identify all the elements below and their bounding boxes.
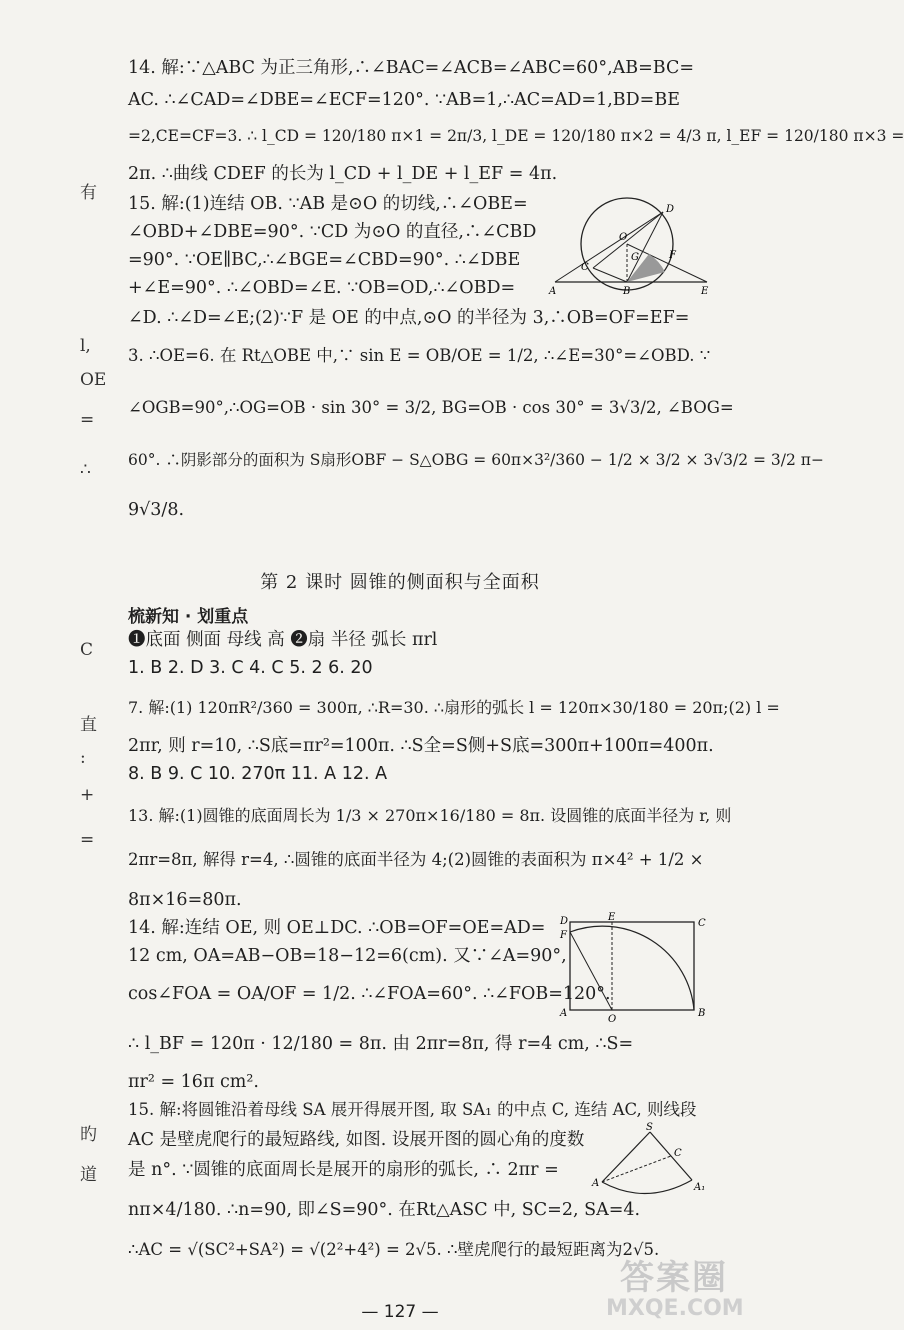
- p15a-line: 60°. ∴阴影部分的面积为 S扇形OBF − S△OBG = 60π×3²/360 − 1/2 × 3/2 × 3√3/2 = 3/2 π−: [128, 451, 824, 469]
- p14a-line: 14. 解:∵△ABC 为正三角形,∴∠BAC=∠ACB=∠ABC=60°,AB=BC=: [128, 58, 695, 78]
- p15a-line: ∠OBD+∠DBE=90°. ∵CD 为⊙O 的直径,∴∠CBD: [128, 222, 537, 242]
- fig2-label: O: [608, 1014, 617, 1025]
- p14b-line: πr² = 16π cm².: [128, 1072, 259, 1092]
- choice-answers: 8. B 9. C 10. 270π 11. A 12. A: [128, 764, 388, 784]
- fill-answers: ❶底面 侧面 母线 高 ❷扇 半径 弧长 πrl: [128, 630, 438, 650]
- fig3-label: A: [592, 1178, 600, 1189]
- edge-mark: ∴: [80, 460, 91, 480]
- p14a-line: AC. ∴∠CAD=∠DBE=∠ECF=120°. ∵AB=1,∴AC=AD=1,BD=BE: [128, 90, 680, 110]
- p13-line: 8π×16=80π.: [128, 890, 242, 910]
- p14a-line: =2,CE=CF=3. ∴ l_CD = 120/180 π×1 = 2π/3, l_DE = 120/180 π×2 = 4/3 π, l_EF = 120/180 π×3 =: [128, 127, 904, 145]
- p7-line: 7. 解:(1) 120πR²/360 = 300π, ∴R=30. ∴扇形的弧长 l = 120π×30/180 = 20π;(2) l =: [128, 698, 780, 717]
- p7-line: 2πr, 则 r=10, ∴S底=πr²=100π. ∴S全=S侧+S底=300π+100π=400π.: [128, 736, 714, 756]
- fig3-label: S: [646, 1122, 653, 1133]
- p14b-line: cos∠FOA = OA/OF = 1/2. ∴∠FOA=60°. ∴∠FOB=120°.: [128, 984, 611, 1004]
- edge-mark: =: [80, 410, 95, 430]
- choice-answers: 1. B 2. D 3. C 4. C 5. 2 6. 20: [128, 658, 373, 678]
- fig3-label: C: [674, 1148, 682, 1159]
- figure-rectangle-arc: [556, 912, 712, 1024]
- fig1-label: O: [619, 232, 628, 243]
- p15a-line: +∠E=90°. ∴∠OBD=∠E. ∵OB=OD,∴∠OBD=: [128, 278, 516, 298]
- fig2-label: E: [608, 912, 616, 923]
- fig3-label: A₁: [694, 1182, 706, 1193]
- p15a-line: 9√3/8.: [128, 500, 185, 520]
- fig2-label: F: [560, 930, 567, 941]
- p15a-line: 15. 解:(1)连结 OB. ∵AB 是⊙O 的切线,∴∠OBE=: [128, 194, 528, 214]
- p15a-line: 3. ∴OE=6. 在 Rt△OBE 中,∵ sin E = OB/OE = 1/2, ∴∠E=30°=∠OBD. ∵: [128, 346, 711, 365]
- fig2-label: C: [698, 918, 706, 929]
- edge-mark: :: [80, 748, 86, 768]
- p14b-line: 12 cm, OA=AB−OB=18−12=6(cm). 又∵∠A=90°,: [128, 946, 567, 966]
- p15b-line: 15. 解:将圆锥沿着母线 SA 展开得展开图, 取 SA₁ 的中点 C, 连结 AC, 则线段: [128, 1100, 697, 1119]
- watermark-url: MXQE.COM: [606, 1296, 744, 1321]
- fig1-label: E: [701, 286, 709, 297]
- watermark-logo: 答案圈: [620, 1258, 728, 1298]
- fig1-label: B: [623, 286, 631, 297]
- edge-mark: 旳: [80, 1125, 97, 1145]
- edge-mark: =: [80, 830, 95, 850]
- figure-circle-tangent: [545, 190, 715, 300]
- edge-mark: OE: [80, 370, 107, 390]
- fig1-label: D: [666, 204, 675, 215]
- edge-mark: 道: [80, 1165, 97, 1185]
- p13-line: 13. 解:(1)圆锥的底面周长为 1/3 × 270π×16/180 = 8π. 设圆锥的底面半径为 r, 则: [128, 806, 732, 825]
- p15a-line: ∠D. ∴∠D=∠E;(2)∵F 是 OE 的中点,⊙O 的半径为 3,∴OB=OF=EF=: [128, 308, 690, 328]
- edge-mark: 有: [80, 183, 97, 203]
- p14a-line: 2π. ∴曲线 CDEF 的长为 l_CD + l_DE + l_EF = 4π.: [128, 164, 558, 184]
- edge-mark: l,: [80, 336, 91, 356]
- p15b-line: AC 是壁虎爬行的最短路线, 如图. 设展开图的圆心角的度数: [128, 1130, 585, 1150]
- fig1-label: G: [631, 252, 639, 263]
- subheading: 梳新知 · 划重点: [128, 607, 249, 627]
- fig2-label: A: [560, 1008, 568, 1019]
- fig2-label: B: [698, 1008, 706, 1019]
- fig2-label: D: [560, 916, 569, 927]
- page-number-value: 127: [383, 1302, 417, 1322]
- edge-mark: 直: [80, 715, 97, 735]
- fig1-label: C: [581, 262, 589, 273]
- edge-mark: C: [80, 640, 94, 660]
- edge-mark: +: [80, 785, 95, 805]
- p15b-line: nπ×4/180. ∴n=90, 即∠S=90°. 在Rt△ASC 中, SC=2, SA=4.: [128, 1200, 641, 1220]
- p14b-line: 14. 解:连结 OE, 则 OE⊥DC. ∴OB=OF=OE=AD=: [128, 918, 546, 938]
- p15b-line: ∴AC = √(SC²+SA²) = √(2²+4²) = 2√5. ∴壁虎爬行的最短距离为2√5.: [128, 1240, 660, 1259]
- section-title: 第 2 课时 圆锥的侧面积与全面积: [260, 572, 540, 593]
- p15a-line: ∠OGB=90°,∴OG=OB · sin 30° = 3/2, BG=OB · cos 30° = 3√3/2, ∠BOG=: [128, 398, 734, 417]
- fig1-label: F: [669, 250, 676, 261]
- p13-line: 2πr=8π, 解得 r=4, ∴圆锥的底面半径为 4;(2)圆锥的表面积为 π×4² + 1/2 ×: [128, 850, 704, 869]
- p15a-line: =90°. ∵OE∥BC,∴∠BGE=∠CBD=90°. ∴∠DBE: [128, 250, 521, 270]
- p15b-line: 是 n°. ∵圆锥的底面周长是展开的扇形的弧长, ∴ 2πr =: [128, 1160, 559, 1180]
- fig1-label: A: [549, 286, 557, 297]
- page-number: — 127 —: [361, 1302, 439, 1322]
- figure-sector: [590, 1124, 712, 1200]
- p14b-line: ∴ l_BF = 120π · 12/180 = 8π. 由 2πr=8π, 得 r=4 cm, ∴S=: [128, 1034, 634, 1054]
